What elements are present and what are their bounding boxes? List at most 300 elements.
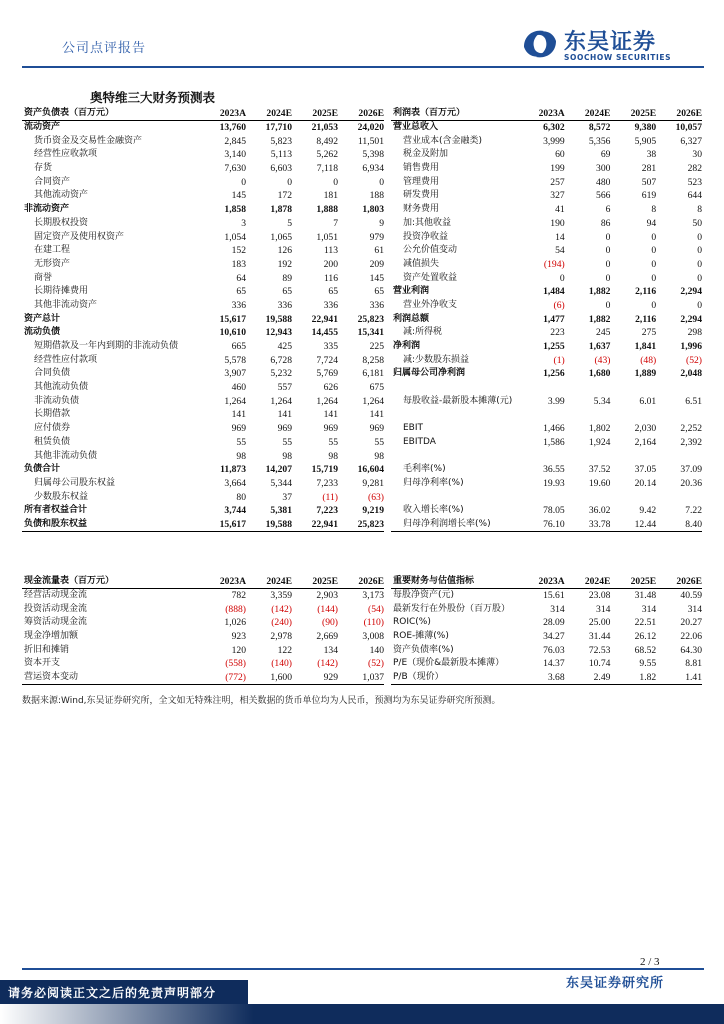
company-logo: [520, 25, 680, 65]
row-value: [656, 449, 702, 463]
row-value: 0: [605, 272, 611, 284]
row-value: 9.42: [639, 505, 657, 517]
row-value: 566: [596, 190, 611, 202]
table-row: [391, 285, 702, 299]
row-value: 1,680: [588, 368, 611, 380]
row-value: 15,617: [219, 313, 246, 325]
row-value: 14.37: [543, 658, 565, 670]
row-value: 8: [651, 204, 657, 216]
row-value: 22.06: [680, 631, 702, 643]
row-label: 投资活动现金流: [24, 603, 88, 614]
row-value: 1,882: [588, 313, 611, 325]
row-label: P/B（现价）: [391, 671, 519, 685]
row-value: 33.78: [565, 518, 611, 532]
table-row: [391, 657, 702, 671]
row-value: 969: [323, 423, 338, 435]
row-value: 80: [236, 491, 246, 503]
row-label: 非流动负债: [34, 395, 80, 406]
row-value: [610, 381, 656, 395]
table-header-row: [391, 575, 702, 589]
row-value: 1,255: [543, 341, 565, 353]
row-value: 245: [596, 327, 611, 339]
row-value: 1,264: [270, 395, 292, 407]
row-value: 7,118: [316, 163, 338, 175]
table-row: [22, 408, 384, 422]
year-header: 2024E: [565, 575, 611, 589]
row-label: 归母净利润增长率(%): [391, 518, 519, 532]
row-label: 财务费用: [403, 204, 440, 215]
row-value: 1,037: [338, 671, 384, 685]
row-label: 研发费用: [403, 190, 440, 201]
row-value: 2,116: [635, 286, 657, 298]
row-value: 1,600: [246, 671, 292, 685]
table-row: [391, 589, 702, 603]
row-value: 141: [277, 409, 292, 421]
row-value: (144): [317, 603, 338, 615]
year-header: 2025E: [292, 575, 338, 589]
footer-org-name: 东吴证券研究所: [566, 976, 665, 991]
row-value: 2,116: [635, 313, 657, 325]
row-value: [656, 381, 702, 395]
row-value: 7,630: [224, 163, 246, 175]
report-type: 公司点评报告: [62, 41, 147, 56]
row-value: 0: [287, 176, 292, 188]
row-label: 营业成本(含金融类): [403, 135, 483, 146]
row-value: (54): [368, 603, 384, 615]
row-value: 25.00: [588, 617, 611, 629]
table-row: [22, 630, 384, 644]
row-value: 6.51: [685, 395, 702, 407]
row-value: 0: [697, 231, 702, 243]
table-row: [22, 449, 384, 463]
row-label: 每股净资产(元): [393, 590, 455, 601]
row-value: 22,941: [292, 518, 338, 532]
row-label: 公允价值变动: [403, 245, 458, 256]
row-value: 40.59: [680, 590, 702, 602]
row-value: 0: [651, 272, 657, 284]
row-value: 1,878: [270, 204, 292, 216]
row-value: 327: [550, 190, 565, 202]
table-row: [391, 244, 702, 258]
row-value: 26.12: [634, 631, 657, 643]
row-value: 0: [379, 176, 384, 188]
row-value: 31.44: [588, 631, 611, 643]
row-value: 89: [282, 272, 292, 284]
table-row: [391, 121, 702, 135]
table-row: [391, 340, 702, 354]
year-header: 2023A: [519, 107, 565, 121]
row-value: 55: [374, 436, 384, 448]
row-value: 113: [323, 245, 338, 257]
row-value: 1,264: [224, 395, 246, 407]
row-value: 1,065: [270, 231, 292, 243]
table-heading: 重要财务与估值指标: [391, 575, 519, 589]
row-value: 460: [231, 382, 246, 394]
row-label: 存货: [34, 163, 53, 174]
row-value: 1,477: [543, 313, 565, 325]
row-value: 126: [277, 245, 292, 257]
row-value: 15,341: [357, 327, 384, 339]
balance-sheet-table: [22, 107, 384, 532]
row-value: 1,484: [543, 286, 565, 298]
row-value: 675: [369, 382, 384, 394]
row-value: 7.22: [685, 505, 702, 517]
header-rule: [22, 66, 704, 68]
row-value: 0: [605, 299, 611, 311]
row-value: 24,020: [357, 122, 384, 134]
table-row: [22, 121, 384, 135]
row-value: 134: [323, 644, 338, 656]
row-value: 0: [697, 299, 702, 311]
row-label: 所有者权益合计: [24, 505, 88, 516]
year-header: 2025E: [610, 575, 656, 589]
row-value: 314: [641, 603, 657, 615]
row-value: 145: [231, 190, 246, 202]
row-value: [565, 449, 611, 463]
row-value: 12,943: [265, 327, 292, 339]
table-row: [22, 616, 384, 630]
row-value: 923: [231, 631, 246, 643]
row-value: 76.03: [543, 644, 565, 656]
table-row: [22, 175, 384, 189]
row-label: 营业总收入: [393, 122, 439, 133]
row-value: 68.52: [634, 644, 657, 656]
row-value: [610, 449, 656, 463]
row-value: 2,294: [680, 286, 702, 298]
source-note: 数据来源:Wind,东吴证券研究所，全文如无特殊注明，相关数据的货币单位均为人民币，预测均为东吴证券研究所预测。: [22, 696, 501, 706]
row-value: 0: [651, 231, 657, 243]
row-value: 979: [369, 231, 384, 243]
row-value: 665: [231, 341, 246, 353]
row-value: 1,264: [316, 395, 338, 407]
row-value: 8.40: [656, 518, 702, 532]
row-label: 现金净增加额: [24, 631, 79, 642]
row-value: 969: [277, 423, 292, 435]
table-row: [22, 657, 384, 671]
row-value: 2,845: [224, 135, 246, 147]
row-label: 利润总额: [393, 313, 430, 324]
row-value: 314: [687, 603, 702, 615]
row-value: 6,603: [270, 163, 292, 175]
row-value: 65: [374, 286, 384, 298]
table-row: [22, 394, 384, 408]
row-value: 7,233: [316, 477, 338, 489]
row-value: 5.34: [593, 395, 611, 407]
table-row: [22, 671, 384, 685]
row-value: 5,232: [270, 368, 292, 380]
row-value: 19,588: [246, 518, 292, 532]
row-value: 336: [369, 299, 384, 311]
table-row: [391, 671, 702, 685]
row-label: 长期借款: [34, 409, 71, 420]
row-value: 9,281: [362, 477, 384, 489]
row-value: 37.09: [680, 464, 702, 476]
row-value: 5: [287, 217, 292, 229]
row-value: 0: [651, 258, 657, 270]
table-row: [391, 271, 702, 285]
row-value: [610, 490, 656, 504]
row-value: 7,724: [316, 354, 338, 366]
year-header: 2023A: [519, 575, 565, 589]
row-label: 资本开支: [24, 658, 61, 669]
row-value: 141: [323, 409, 338, 421]
row-value: (1): [553, 354, 565, 366]
row-value: 122: [277, 644, 292, 656]
row-value: 5,578: [224, 354, 246, 366]
table-row: [22, 504, 384, 518]
row-value: 12.44: [610, 518, 656, 532]
table-row: [391, 217, 702, 231]
row-value: 425: [277, 341, 292, 353]
footer-bar: [0, 1004, 724, 1024]
row-value: 1,858: [224, 204, 246, 216]
table-row: [22, 148, 384, 162]
row-label: 负债合计: [24, 464, 61, 475]
row-value: 9,219: [362, 505, 384, 517]
row-value: 25,823: [338, 518, 384, 532]
row-value: 5,381: [270, 505, 292, 517]
row-value: 28.09: [543, 617, 565, 629]
row-value: 223: [550, 327, 565, 339]
row-value: 2,030: [634, 423, 657, 435]
row-value: 0: [605, 231, 611, 243]
table-row: [22, 490, 384, 504]
table-row: [22, 134, 384, 148]
row-value: 3,140: [224, 149, 246, 161]
row-value: 6.01: [639, 395, 657, 407]
row-label: 经营活动现金流: [24, 590, 88, 601]
row-value: 17,710: [265, 122, 292, 134]
row-value: 65: [282, 286, 292, 298]
row-value: 141: [231, 409, 246, 421]
row-label: 合同负债: [34, 368, 71, 379]
row-value: 5,356: [588, 135, 611, 147]
table-row: [22, 589, 384, 603]
row-value: 2,252: [680, 423, 702, 435]
row-value: 3,173: [362, 590, 384, 602]
row-value: 98: [236, 450, 246, 462]
row-value: 557: [277, 382, 292, 394]
row-value: 36.55: [543, 464, 565, 476]
row-value: 2,164: [634, 436, 657, 448]
row-label: 固定资产及使用权资产: [34, 231, 125, 242]
table-row: [22, 312, 384, 326]
table-row: [391, 381, 702, 395]
row-value: 298: [687, 327, 702, 339]
row-value: 507: [641, 176, 657, 188]
row-value: 0: [559, 272, 565, 284]
row-label: EBITDA: [403, 436, 436, 447]
table-row: [22, 463, 384, 477]
row-value: 281: [641, 163, 657, 175]
table-row: [391, 175, 702, 189]
row-label: ROE-摊薄(%): [393, 631, 449, 642]
row-value: 14: [555, 231, 565, 243]
table-row: [391, 643, 702, 657]
row-value: 76.10: [519, 518, 565, 532]
table-row: [391, 408, 702, 422]
table-row: [22, 518, 384, 532]
row-value: 14,207: [265, 464, 292, 476]
row-value: [519, 408, 565, 422]
row-value: [656, 490, 702, 504]
row-value: 37: [282, 491, 292, 503]
table-row: [22, 326, 384, 340]
row-value: 929: [292, 671, 338, 685]
table-row: [391, 203, 702, 217]
row-label: 营业利润: [393, 286, 430, 297]
year-header: 2024E: [246, 575, 292, 589]
row-value: 314: [550, 603, 565, 615]
row-value: 98: [282, 450, 292, 462]
row-label: 营运资本变动: [22, 671, 200, 685]
year-header: 2023A: [200, 107, 246, 121]
table-row: [391, 518, 702, 532]
year-header: 2026E: [338, 107, 384, 121]
row-value: 37.52: [588, 464, 611, 476]
table-header-row: [391, 107, 702, 121]
row-value: 969: [369, 423, 384, 435]
row-value: 209: [369, 258, 384, 270]
row-label: 短期借款及一年内到期的非流动负债: [34, 341, 179, 352]
row-value: 257: [550, 176, 565, 188]
row-value: (63): [368, 491, 384, 503]
table-row: [22, 285, 384, 299]
row-label: 资产处置收益: [403, 272, 458, 283]
table-row: [391, 504, 702, 518]
table-row: [22, 353, 384, 367]
row-value: 5,344: [270, 477, 292, 489]
disclaimer-text: 请务必阅读正文之后的免责声明部分: [8, 986, 217, 1000]
key-metrics-table: [391, 575, 702, 685]
row-value: 5,823: [270, 135, 292, 147]
row-value: 6,302: [543, 122, 565, 134]
row-value: 619: [641, 190, 657, 202]
row-value: 1,466: [543, 423, 565, 435]
row-value: 5,398: [362, 149, 384, 161]
document-title: 奥特维三大财务预测表: [90, 90, 216, 105]
row-value: 0: [697, 272, 702, 284]
row-value: 152: [231, 245, 246, 257]
row-value: 2,669: [316, 631, 338, 643]
row-label: 无形资产: [34, 258, 71, 269]
row-value: 199: [550, 163, 565, 175]
row-value: 15,617: [200, 518, 246, 532]
row-value: (888): [225, 603, 246, 615]
table-row: [391, 367, 702, 381]
table-row: [22, 299, 384, 313]
row-value: 0: [651, 245, 657, 257]
row-value: 141: [369, 409, 384, 421]
table-row: [391, 436, 702, 450]
row-value: (110): [363, 617, 384, 629]
row-value: (142): [317, 658, 338, 670]
logo-text-cn: 东吴证券: [564, 30, 657, 55]
table-row: [391, 463, 702, 477]
row-value: 6,934: [362, 163, 384, 175]
table-row: [391, 230, 702, 244]
row-value: 225: [369, 341, 384, 353]
year-header: 2023A: [200, 575, 246, 589]
row-value: [565, 408, 611, 422]
table-row: [22, 162, 384, 176]
table-row: [391, 299, 702, 313]
row-label: 其他流动资产: [34, 190, 89, 201]
row-value: 0: [333, 176, 338, 188]
disclaimer-banner[interactable]: [0, 980, 248, 1004]
row-value: 0: [697, 258, 702, 270]
row-value: (11): [322, 491, 338, 503]
row-value: 1.82: [610, 671, 656, 685]
table-row: [391, 134, 702, 148]
row-value: (6): [553, 299, 565, 311]
table-row: [22, 422, 384, 436]
row-value: 5,905: [634, 135, 657, 147]
row-label: 加:其他收益: [403, 217, 452, 228]
row-label: 营业外净收支: [403, 299, 458, 310]
row-value: 19.60: [588, 477, 611, 489]
row-value: 3,999: [543, 135, 565, 147]
row-value: (48): [640, 354, 657, 366]
row-value: (558): [225, 658, 246, 670]
row-value: 644: [687, 190, 702, 202]
row-value: (43): [594, 354, 611, 366]
row-label: 减:所得税: [403, 327, 443, 338]
row-value: 34.27: [543, 631, 565, 643]
table-row: [391, 616, 702, 630]
row-label: 长期待摊费用: [34, 286, 89, 297]
row-label: [391, 490, 519, 504]
year-header: 2025E: [610, 107, 656, 121]
logo-mark-icon: [520, 27, 560, 63]
row-value: 188: [369, 190, 384, 202]
row-label: 归属母公司股东权益: [34, 477, 116, 488]
page-number: 2 / 3: [640, 956, 660, 968]
row-label: 应付债券: [34, 423, 71, 434]
row-value: 3.68: [519, 671, 565, 685]
row-value: 98: [374, 450, 384, 462]
row-value: 3,359: [270, 590, 292, 602]
row-label: 减:少数股东损益: [403, 354, 470, 365]
row-value: [565, 490, 611, 504]
row-label: 最新发行在外股份（百万股）: [393, 603, 511, 614]
row-value: 8,572: [588, 122, 611, 134]
row-value: 1,882: [588, 286, 611, 298]
row-value: 8.81: [685, 658, 702, 670]
row-value: 21,053: [311, 122, 338, 134]
row-value: 200: [323, 258, 338, 270]
row-value: 5,769: [316, 368, 338, 380]
row-value: 275: [641, 327, 657, 339]
row-label: 经营性应付款项: [34, 354, 98, 365]
row-label: 净利润: [393, 341, 421, 352]
row-value: 3,008: [362, 631, 384, 643]
row-value: 8: [697, 204, 702, 216]
table-row: [22, 258, 384, 272]
row-value: 1,803: [362, 204, 384, 216]
table-row: [22, 271, 384, 285]
table-row: [22, 477, 384, 491]
row-value: 120: [231, 644, 246, 656]
row-value: 3,664: [224, 477, 246, 489]
row-value: 1,841: [634, 341, 657, 353]
row-label: 少数股东权益: [34, 491, 89, 502]
row-value: 31.48: [634, 590, 657, 602]
year-header: 2026E: [656, 107, 702, 121]
row-value: 2,978: [270, 631, 292, 643]
row-value: (142): [271, 603, 292, 615]
row-label: 其他流动负债: [34, 382, 89, 393]
